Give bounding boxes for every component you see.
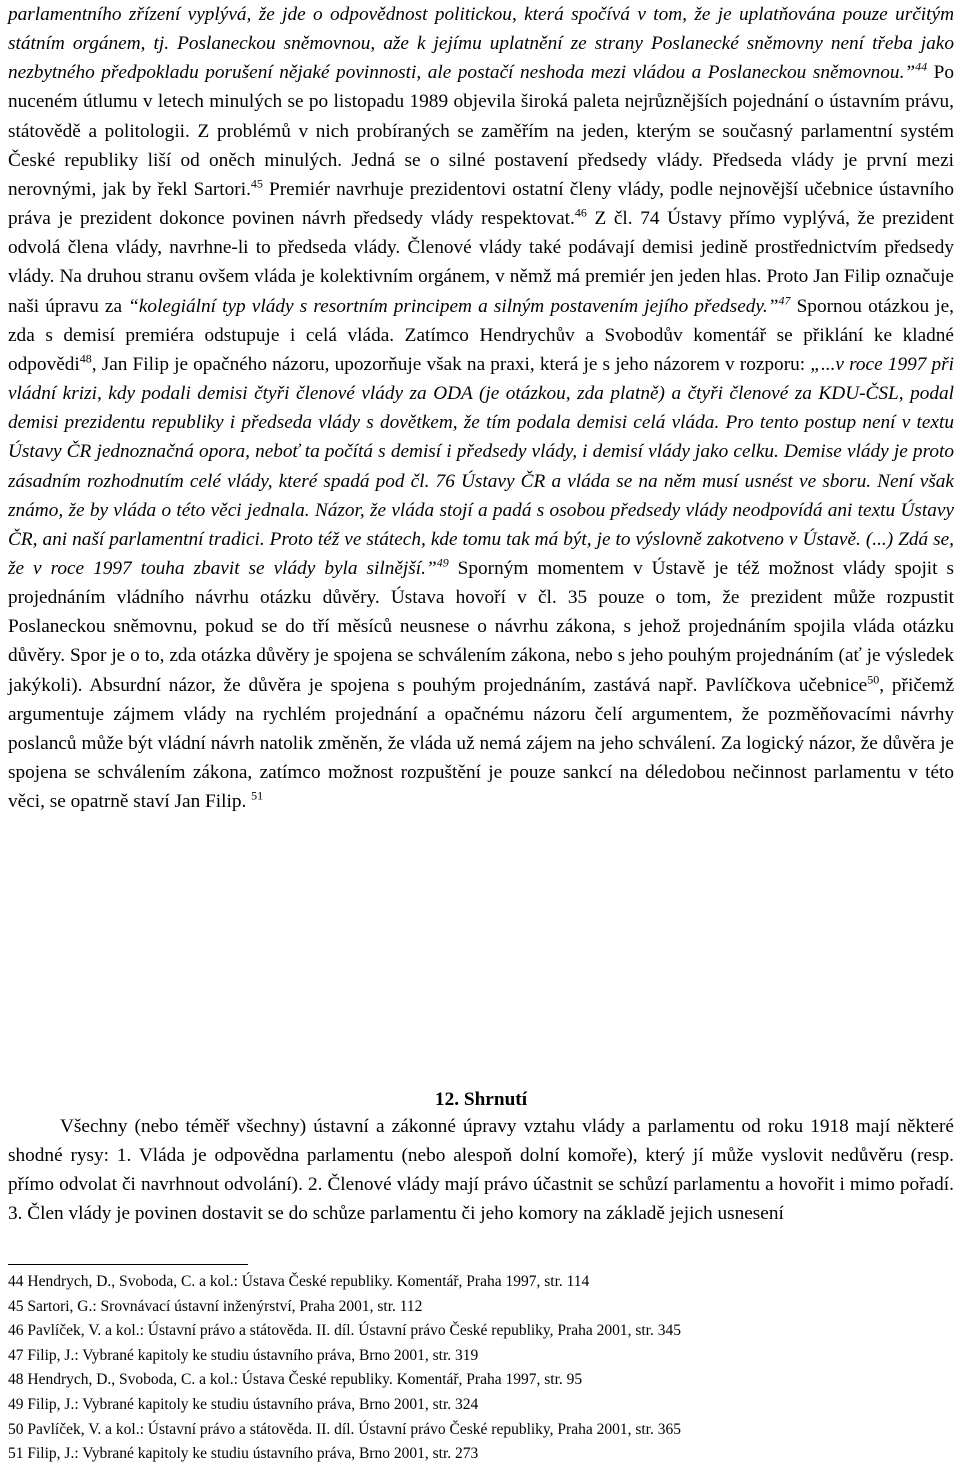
footnote-ref: 48 <box>79 351 92 366</box>
footnote: 50 Pavlíček, V. a kol.: Ústavní právo a státověda. II. díl. Ústavní právo České republiky, Praha 2001, str. 365 <box>8 1420 681 1438</box>
footnote: 47 Filip, J.: Vybrané kapitoly ke studiu ústavního práva, Brno 2001, str. 319 <box>8 1346 479 1364</box>
footnote: 45 Sartori, G.: Srovnávací ústavní inženýrství, Praha 2001, str. 112 <box>8 1297 423 1315</box>
footnote-ref: 51 <box>251 788 264 803</box>
footnote-ref: 45 <box>250 176 263 191</box>
section-heading: 12. Shrnutí <box>434 1089 528 1110</box>
footnote-ref: 49 <box>436 555 449 570</box>
footnote: 51 Filip, J.: Vybrané kapitoly ke studiu ústavního práva, Brno 2001, str. 273 <box>8 1445 479 1463</box>
footnote-ref: 46 <box>574 205 587 220</box>
footnote-ref: 44 <box>915 59 928 74</box>
body-text: Premiér navrhuje prezidentovi ostatní členy vlády, podle nejnovější učebnice ústavního práva je prezident dokonce povinen návrh předsedy vlády respektovat. <box>8 178 954 230</box>
body-text: Po nuceném útlumu v letech minulých se po listopadu 1989 objevila široká paleta nejrůznějších pojednání o ústavním právu, státovědě a politologii. Z problémů v nich probíraných se zaměřím na jeden, kterým se současný parlamentní systém České republiky liší od oněch minulých. Jedná se o silné postavení předsedy vlády. Předseda vlády je první mezi nerovnými, jak by řekl Sartori. <box>8 62 955 200</box>
footnote: 46 Pavlíček, V. a kol.: Ústavní právo a státověda. II. díl. Ústavní právo České republiky, Praha 2001, str. 345 <box>8 1322 681 1340</box>
footnotes-list <box>8 1270 954 1467</box>
body-text: Z čl. 74 Ústavy přímo vyplývá, že prezident odvolá člena vlády, navrhne-li to předseda vlády. Členové vlády také podávají demisi jedině prostřednictvím předsedy vlády. Na druhou stranu ovšem vláda je kolektivním orgánem, v němž má premiér jen jeden hlas. Proto Jan Filip označuje naši úpravu za <box>8 208 955 317</box>
body-paragraph <box>8 0 954 816</box>
footnote: 49 Filip, J.: Vybrané kapitoly ke studiu ústavního práva, Brno 2001, str. 324 <box>8 1395 479 1413</box>
body-text: Spornou otázkou je, zda s demisí premiéra odstupuje i celá vláda. Zatímco Hendrychův a Svobodův komentář se přiklání ke kladné odpovědi <box>8 295 954 375</box>
footnote-ref: 47 <box>778 293 791 308</box>
footnote: 48 Hendrych, D., Svoboda, C. a kol.: Ústava České republiky. Komentář, Praha 1997, str. 95 <box>8 1371 583 1389</box>
body-text: , přičemž argumentuje zájmem vlády na rychlém projednání a opačnému názoru čelí argumentem, že pozměňovacími návrhy poslanců může být vládní návrh natolik změněn, že vláda už nemá zájem na jeho schválení. Za logický názor, že důvěra je spojena se schválením zákona, zatímco možnost rozpuštění je pouze sankcí na déledobou nečinnost parlamentu v této věci, se opatrně staví Jan Filip. <box>8 674 954 813</box>
quoted-text: parlamentního zřízení vyplývá, že jde o odpovědnost politickou, která spočívá v tom, že je uplatňována pouze určitým státním orgánem, tj. Poslaneckou sněmovnou, aže k jejímu uplatnění ze strany Poslanecké sněmovny není třeba jako nezbytného předpokladu porušení nějaké povinnosti, ale postačí neshoda mezi vládou a Poslaneckou sněmovnou.” <box>8 4 954 84</box>
summary-paragraph: Všechny (nebo téměř všechny) ústavní a zákonné úpravy vztahu vlády a parlamentu od roku 1918 mají některé shodné rysy: 1. Vláda je odpovědna parlamentu (nebo alespoň dolní komoře), který jí může vyslovit nedůvěru (resp. přímo odvolat či navrhnout odvolání). 2. Členové vlády mají právo účastnit se schůzí parlamentu a hovořit i mimo pořadí. 3. Člen vlády je povinen dostavit se do schůze parlamentu či jeho komory na základě jejich usnesení <box>8 1116 954 1224</box>
document-page <box>8 0 955 1463</box>
footnote-ref: 50 <box>867 672 880 687</box>
quoted-text: “kolegiální typ vlády s resortním principem a silným postavením jejího předsedy.” <box>128 295 779 317</box>
footnote: 44 Hendrych, D., Svoboda, C. a kol.: Ústava České republiky. Komentář, Praha 1997, str. 114 <box>8 1273 590 1290</box>
body-text: , Jan Filip je opačného názoru, upozorňuje však na praxi, která je s jeho názorem v rozporu: <box>91 353 811 375</box>
quoted-text: „...v roce 1997 při vládní krizi, kdy podali demisi čtyři členové vlády za ODA (je otázkou, zda platně) a čtyři členové za KDU-ČSL, podal demisi prezidentu republiky i předseda vlády s dovětkem, že tím podala demisi celá vláda. Pro tento postup není v textu Ústavy ČR jednoznačná opora, neboť ta počítá s demisí i předsedy vlády, i demisí vlády jako celku. Demise vlády je proto zásadním rozhodnutím celé vlády, které spadá pod čl. 76 Ústavy ČR a vláda se na něm musí usnést ve sboru. Není však známo, že by vláda o této věci jednala. Názor, že vláda stojí a padá s osobou předsedy vlády neodpovídá ani textu Ústavy ČR, ani naší parlamentní tradici. Proto též ve státech, kde tomu tak má být, je to výslovně zakotveno v Ústavě. (...) Zdá se, že v roce 1997 touha zbavit se vlády byla silnější.” <box>8 353 954 579</box>
footnote-separator <box>8 1264 248 1265</box>
body-text: Sporným momentem v Ústavě je též možnost vlády spojit s projednáním vládního návrhu otázku důvěry. Ústava hovoří v čl. 35 pouze o tom, že prezident může rozpustit Poslaneckou sněmovnu, pokud se do tří měsíců neusnese o návrhu zákona, s jehož projednáním spojila vláda otázku důvěry. Spor je o to, zda otázka důvěry je spojena se schválením zákona, nebo s jeho pouhým projednáním (ať je výsledek jakýkoli). Absurdní názor, že důvěra je spojena s pouhým projednáním, zastává např. Pavlíčkova učebnice <box>8 557 954 696</box>
